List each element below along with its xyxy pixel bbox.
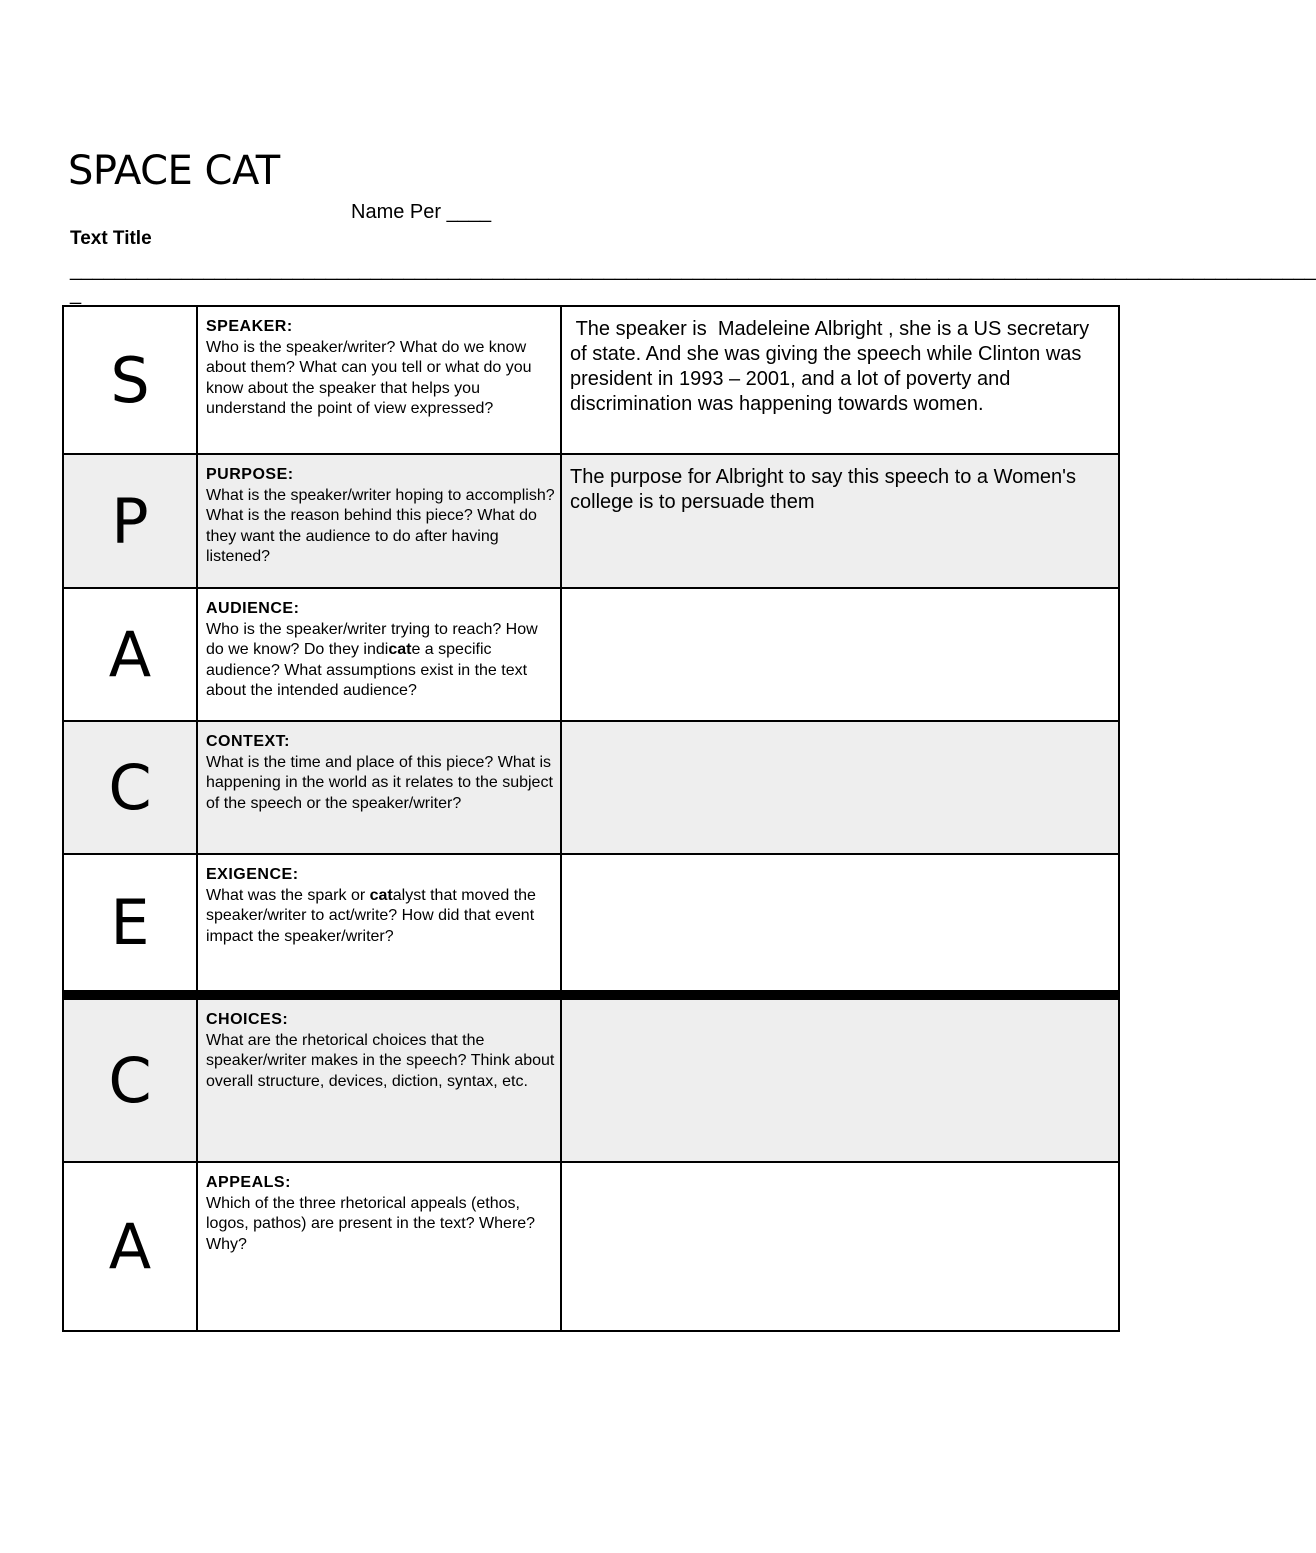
- question-audience-part2: e a specific audience? What assumptions exist in the text about the intended audience?: [206, 641, 528, 699]
- answer-exigence[interactable]: [562, 855, 1118, 990]
- letter-a-appeals: A: [64, 1163, 198, 1330]
- prompt-purpose: [198, 455, 562, 587]
- row-speaker: [62, 305, 1120, 455]
- letter-c: C: [64, 722, 198, 853]
- label-context: CONTEXT:: [206, 733, 290, 750]
- space-cat-table: [62, 305, 1120, 1332]
- label-speaker: SPEAKER:: [206, 318, 293, 335]
- prompt-choices: [198, 1000, 562, 1161]
- answer-context[interactable]: [562, 722, 1118, 853]
- row-context: [62, 722, 1120, 855]
- row-purpose: [62, 455, 1120, 589]
- row-audience: [62, 589, 1120, 722]
- text-title-blank-line: ________________________________________________________________________________________________________________: [70, 259, 1316, 281]
- prompt-audience: [198, 589, 562, 720]
- letter-a: A: [64, 589, 198, 720]
- question-speaker: Who is the speaker/writer? What do we know about them? What can you tell or what do you know about the speaker that helps you understand the point of view expressed?: [206, 338, 532, 417]
- answer-speaker[interactable]: The speaker is Madeleine Albright , she is a US secretary of state. And she was giving the speech while Clinton was president in 1993 – 2001, and a lot of poverty and discrimination was happening towards women.: [570, 318, 1095, 415]
- label-appeals: APPEALS:: [206, 1174, 291, 1191]
- question-exigence-part1: What was the spark or: [206, 886, 370, 904]
- answer-appeals[interactable]: [562, 1163, 1118, 1330]
- prompt-exigence: [198, 855, 562, 990]
- row-appeals: [62, 1163, 1120, 1332]
- question-appeals: Which of the three rhetorical appeals (ethos, logos, pathos) are present in the text? Where? Why?: [206, 1194, 536, 1253]
- row-choices: [62, 992, 1120, 1163]
- text-title-label: Text Title: [70, 228, 152, 249]
- prompt-appeals: [198, 1163, 562, 1330]
- name-period-line: Name Per ____: [351, 201, 492, 223]
- label-audience: AUDIENCE:: [206, 600, 300, 617]
- question-purpose: What is the speaker/writer hoping to accomplish? What is the reason behind this piece? What do they want the audience to do after having listened?: [206, 486, 555, 565]
- question-choices: What are the rhetorical choices that the speaker/writer makes in the speech? Think about overall structure, devices, diction, syntax, etc.: [206, 1031, 555, 1090]
- letter-c-choices: C: [64, 1000, 198, 1161]
- label-exigence: EXIGENCE:: [206, 866, 299, 883]
- question-audience-part1: Who is the speaker/writer trying to reach? How do we know? Do they indi: [206, 620, 538, 658]
- question-context: What is the time and place of this piece? What is happening in the world as it relates to the subject of the speech or the speaker/writer?: [206, 753, 553, 812]
- question-audience-bold: cat: [388, 641, 412, 658]
- answer-audience[interactable]: [562, 589, 1118, 720]
- answer-choices[interactable]: [562, 1000, 1118, 1161]
- question-audience: [206, 620, 556, 702]
- row-exigence: [62, 855, 1120, 992]
- question-exigence: [206, 886, 556, 948]
- label-choices: CHOICES:: [206, 1011, 289, 1028]
- prompt-context: [198, 722, 562, 853]
- letter-p: P: [64, 455, 198, 587]
- prompt-speaker: [198, 307, 562, 453]
- question-exigence-part2: alyst that moved the speaker/writer to act/write? How did that event impact the speaker/writer?: [206, 886, 536, 945]
- label-purpose: PURPOSE:: [206, 466, 294, 483]
- question-exigence-bold: cat: [369, 886, 393, 904]
- letter-e: E: [64, 855, 198, 990]
- letter-s: S: [64, 307, 198, 453]
- page-title: SPACE CAT: [68, 148, 280, 194]
- text-title-blank-tail: _: [70, 283, 82, 305]
- answer-purpose[interactable]: The purpose for Albright to say this speech to a Women's college is to persuade them: [570, 466, 1076, 513]
